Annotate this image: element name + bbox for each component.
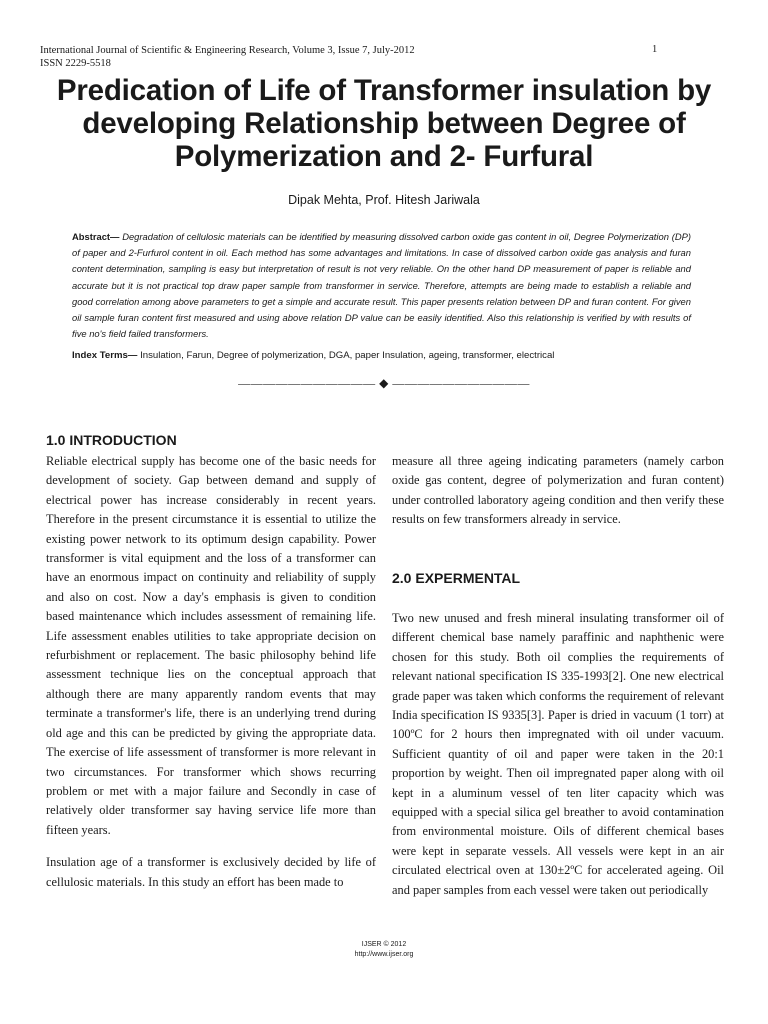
index-terms-text: Insulation, Farun, Degree of polymerization, DGA, paper Insulation, ageing, transformer, electrical xyxy=(137,350,555,361)
right-column-continuation xyxy=(392,452,724,530)
section-heading-experimental: 2.0 EXPERMENTAL xyxy=(392,570,521,586)
page-number: 1 xyxy=(652,44,658,55)
introduction-paragraph-2: Insulation age of a transformer is exclusively decided by life of cellulosic materials. In this study an effort has been made to xyxy=(46,855,376,889)
issn: ISSN 2229-5518 xyxy=(40,58,111,69)
index-terms-label: Index Terms— xyxy=(72,350,138,361)
introduction-continuation: measure all three ageing indicating parameters (namely carbon oxide gas content, degree of polymerization and furan content) under controlled laboratory ageing condition and then verify these results on few transformers already in service. xyxy=(392,454,724,527)
journal-header xyxy=(40,44,660,70)
footer-copyright: IJSER © 2012 xyxy=(361,941,407,948)
abstract xyxy=(72,229,691,342)
abstract-text: Degradation of cellulosic materials can be identified by measuring dissolved carbon oxide gas content in oil, Degree Polymerization (DP) of paper and 2-Furfurol content in oil. Each method has some advantages and limitations. In case of dissolved carbon oxide gas analysis and furan content determination, sampling is easy but interpretation of result is not very reliable. On the other hand DP measurement of paper is reliable and accurate but it is not practical top draw paper sample from transformer in service. Therefore, attempts are being made to establish a reliable and good correlation among above parameters to get a simple and accurate result. This paper presents relation between DP and furan content. For given oil sample furan content first measured and using above relation DP value can be easily identified. Also this relationship is verified by with results of five no's field failed transformers. xyxy=(72,231,691,340)
page-footer xyxy=(0,940,768,960)
footer-url: http://www.ijser.org xyxy=(354,951,414,958)
abstract-label: Abstract— xyxy=(72,231,120,242)
paper-title: Predication of Life of Transformer insulation by developing Relationship between Degree of Polymerization and 2- Furfural xyxy=(56,74,712,173)
section-heading-introduction: 1.0 INTRODUCTION xyxy=(46,432,177,448)
section-divider: ——————————— ◆ ——————————— xyxy=(238,376,530,390)
authors: Dipak Mehta, Prof. Hitesh Jariwala xyxy=(288,193,480,207)
index-terms xyxy=(72,350,692,361)
left-column xyxy=(46,452,376,892)
introduction-paragraph-1: Reliable electrical supply has become one of the basic needs for development of society. Gap between demand and supply of electrical power has increase considerably in recent years. Therefore in the present circumstance it is essential to utilize the existing power network to its optimum design capability. Power transformer is vital equipment and the loss of a transformer can have an enormous impact on continuity and reliability of supply and also on cost. Now a day's emphasis is given to condition based maintenance which includes assessment of remaining life. Life assessment enables utilities to take appropriate decision on refurbishment or replacement. The basic philosophy behind life assessment technique lies on the conceptual approach that although there are many apparently random events that may terminate a transformer's life, there is an underlying trend during old age and this can be predicted by giving the appropriate data. The exercise of life assessment of transformer is more relevant in two circumstances. For transformer which shows recurring problem or met with a major failure and Secondly in case of relatively older transformer say having service life more than fifteen years. xyxy=(46,454,376,837)
experimental-paragraph-1: Two new unused and fresh mineral insulating transformer oil of different chemical base namely paraffinic and naphthenic were chosen for this study. Both oil complies the requirements of relevant national specification IS 335-1993[2]. One new electrical grade paper was taken which conforms the requirement of relevant India specification IS 9335[3]. Paper is dried in vacuum (1 torr) at 100ºC for 2 hours then impregnated with oil under vacuum. Sufficient quantity of oil and paper were taken in the 20:1 proportion by weight. Then oil impregnated paper along with oil kept in a aluminum vessel of ten liter capacity which was equipped with a special silica gel breather to avoid contamination from environmental moisture. Oils of different chemical bases were kept in separate vessels. All vessels were kept in an air circulated electrical oven at 130±2ºC for accelerated ageing. Oil and paper samples from each vessel were taken out periodically xyxy=(392,611,724,897)
experimental-column xyxy=(392,609,724,900)
journal-citation: International Journal of Scientific & Engineering Research, Volume 3, Issue 7, July-2012 xyxy=(40,45,415,56)
